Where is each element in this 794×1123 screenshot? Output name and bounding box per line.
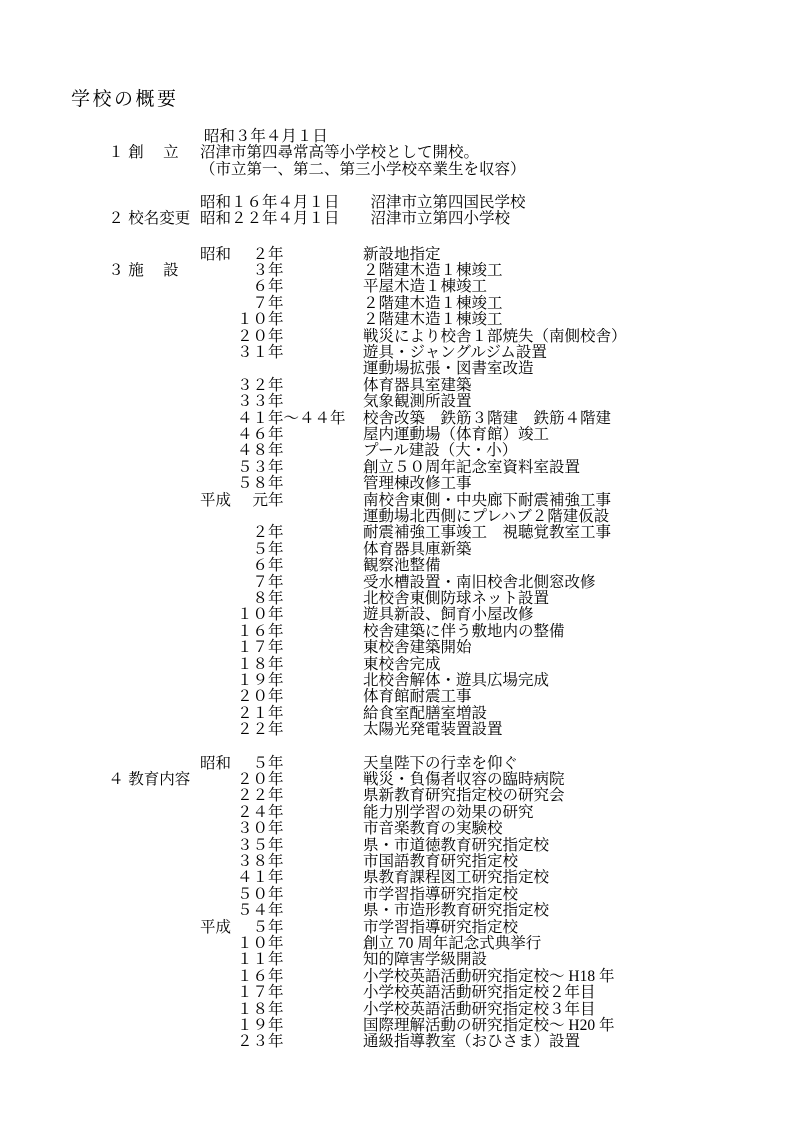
row-desc: 東校舎建築開始 [363, 639, 472, 657]
timeline-row [200, 640, 794, 656]
timeline-row [200, 542, 794, 558]
timeline-row [200, 756, 794, 772]
timeline-row [200, 887, 794, 903]
row-desc: 校舎建築に伴う敷地内の整備 [363, 622, 565, 640]
row-year: ８年 [237, 590, 284, 608]
row-era [200, 443, 237, 459]
timeline-row [200, 772, 794, 788]
row-year: １６年 [237, 967, 284, 985]
section-heading [85, 129, 179, 178]
row-era [200, 263, 237, 279]
timeline-row [200, 722, 794, 738]
row-year: ２２年 [237, 787, 284, 805]
text-line: 昭和２２年４月１日 沼津市立第四小学校 [200, 209, 511, 227]
row-era: 平成 [200, 491, 232, 509]
row-desc: 観察池整備 [363, 557, 441, 575]
row-era [200, 838, 237, 854]
row-desc: 受水槽設置・南旧校舎北側窓改修 [363, 573, 596, 591]
timeline-row [200, 706, 794, 722]
section-body [200, 247, 794, 739]
row-desc: 運動場北西側にプレハブ２階建仮設 [363, 508, 610, 525]
timeline-row [200, 985, 794, 1001]
row-desc: 北校舎解体・遊具広場完成 [363, 672, 550, 690]
timeline-row [200, 969, 794, 985]
section-label: 教育内容 [128, 770, 191, 788]
row-desc: 遊具新設、飼育小屋改修 [363, 606, 534, 624]
row-era [200, 394, 237, 410]
row-desc: 運動場拡張・図書室改造 [363, 360, 534, 378]
row-desc: 体育館耐震工事 [363, 688, 472, 706]
row-era [200, 279, 237, 295]
timeline-row [200, 509, 794, 525]
row-year: １９年 [237, 1017, 284, 1034]
row-year: ７年 [237, 294, 284, 312]
row-year: １６年 [237, 622, 284, 640]
row-era [200, 854, 237, 870]
row-era [200, 312, 237, 328]
row-desc: 市音楽教育の実験校 [363, 820, 503, 838]
row-year: ２０年 [237, 770, 284, 788]
row-year: ５年 [237, 754, 284, 772]
row-era [200, 821, 237, 837]
row-era [200, 722, 237, 738]
row-year: 元年 [237, 491, 284, 509]
row-era [200, 427, 237, 443]
row-desc: 国際理解活動の研究指定校～ H20 年 [363, 1017, 615, 1034]
row-era [200, 345, 237, 361]
row-desc: 体育器具室建築 [363, 376, 472, 394]
row-desc: 遊具・ジャングルジム設置 [363, 343, 547, 361]
row-year: ５年 [237, 918, 284, 936]
row-desc: 管理棟改修工事 [363, 475, 472, 493]
timeline-row [200, 279, 794, 295]
timeline-row [200, 378, 794, 394]
timeline-row [200, 920, 794, 936]
row-era [200, 542, 237, 558]
row-year: ５年 [237, 540, 284, 558]
text-line: 昭和３年４月１日 [200, 128, 328, 145]
timeline-row [200, 952, 794, 968]
row-desc: 戦災により校舎１部焼失（南側校舎） [363, 327, 627, 345]
row-era [200, 788, 237, 804]
row-desc: 知的障害学級開設 [363, 951, 488, 969]
row-era [200, 969, 237, 985]
row-year: ３３年 [237, 393, 284, 411]
row-era [200, 411, 237, 427]
row-era [200, 1018, 237, 1034]
text-line: 昭和１６年４月１日 沼津市立第四国民学校 [200, 193, 526, 211]
row-desc: 県新教育研究指定校の研究会 [363, 787, 565, 805]
timeline-row [200, 821, 794, 837]
row-desc: プール建設（大・小） [363, 442, 518, 460]
row-era [200, 460, 237, 476]
timeline-row [200, 854, 794, 870]
row-era [200, 1002, 237, 1018]
timeline-row [200, 443, 794, 459]
row-desc: 能力別学習の効果の研究 [363, 803, 534, 821]
timeline-row [200, 673, 794, 689]
row-era [200, 591, 237, 607]
row-desc: 耐震補強工事竣工 視聴覚教室工事 [363, 524, 612, 542]
row-year: ２４年 [237, 803, 284, 821]
timeline-row [200, 607, 794, 623]
timeline-row [200, 558, 794, 574]
page-title: 学校の概要 [71, 89, 179, 110]
section-body [200, 756, 794, 1051]
row-era: 昭和 [200, 245, 232, 263]
row-desc: 通級指導教室（おひさま）設置 [363, 1033, 581, 1051]
row-year: ３２年 [237, 376, 284, 394]
section-heading [85, 247, 179, 296]
row-year: ５３年 [237, 458, 284, 476]
section-label: 校名変更 [128, 209, 191, 227]
row-desc: ２階建木造１棟竣工 [363, 261, 503, 279]
timeline-row [200, 525, 794, 541]
timeline-row [200, 657, 794, 673]
row-year: ３０年 [237, 820, 284, 838]
timeline-row [200, 788, 794, 804]
row-year: ２２年 [237, 721, 284, 739]
row-year: １０年 [237, 311, 284, 329]
section-number: １ [108, 144, 124, 162]
row-desc: 市学習指導研究指定校 [363, 885, 519, 903]
row-era [200, 361, 237, 377]
row-desc: 気象観測所設置 [363, 393, 472, 411]
timeline-row [200, 312, 794, 328]
row-year: ４６年 [237, 425, 284, 443]
row-era [200, 657, 237, 673]
row-year: １７年 [237, 639, 284, 657]
row-era [200, 378, 237, 394]
row-desc: 平屋木造１棟竣工 [363, 278, 488, 296]
timeline-row [200, 427, 794, 443]
row-era [200, 640, 237, 656]
text-line: 沼津市第四尋常高等小学校として開校。 [200, 144, 480, 162]
timeline-row [200, 689, 794, 705]
row-year: ２３年 [237, 1033, 284, 1051]
row-desc: 東校舎完成 [363, 655, 441, 673]
row-year: ５４年 [237, 902, 284, 920]
row-year: １０年 [237, 934, 284, 952]
timeline-row [200, 591, 794, 607]
row-desc: 県・市造形教育研究指定校 [363, 902, 550, 920]
row-desc: 市学習指導研究指定校 [363, 918, 519, 936]
row-era [200, 624, 237, 640]
row-year: ２年 [237, 524, 284, 542]
row-era [200, 870, 237, 886]
row-desc: 創立５０周年記念室資料室設置 [363, 458, 581, 476]
row-year: ３１年 [237, 343, 284, 361]
section-body [200, 129, 794, 178]
timeline-row [200, 1002, 794, 1018]
row-year: ６年 [237, 557, 284, 575]
timeline-row [200, 345, 794, 361]
row-year: １１年 [237, 951, 284, 969]
text-line: （市立第一、第二、第三小学校卒業生を収容） [200, 160, 526, 178]
row-era [200, 772, 237, 788]
row-era [200, 706, 237, 722]
row-year: １８年 [237, 1000, 284, 1018]
row-desc: 北校舎東側防球ネット設置 [363, 590, 550, 608]
section-heading [85, 756, 190, 805]
row-desc: 太陽光発電装置設置 [363, 721, 503, 739]
section-number: ２ [108, 209, 124, 227]
row-desc: 創立 70 周年記念式典挙行 [363, 934, 542, 952]
row-desc: 給食室配膳室増設 [363, 704, 488, 722]
timeline-row [200, 838, 794, 854]
row-desc: 屋内運動場（体育館）竣工 [363, 425, 550, 443]
row-year: ６年 [237, 278, 284, 296]
row-desc: 校舎改築 鉄筋３階建 鉄筋４階建 [363, 409, 612, 427]
row-era: 平成 [200, 918, 232, 936]
row-year: ２１年 [237, 704, 284, 722]
row-desc: 小学校英語活動研究指定校～ H18 年 [363, 967, 615, 985]
row-desc: 県教育課程図工研究指定校 [363, 869, 550, 887]
row-era: 昭和 [200, 754, 232, 772]
row-year: １７年 [237, 984, 284, 1002]
row-era [200, 689, 237, 705]
timeline-row [200, 361, 794, 377]
row-era [200, 673, 237, 689]
timeline-row [200, 411, 794, 427]
section-label: 創 立 [128, 144, 179, 162]
row-desc: 小学校英語活動研究指定校２年目 [363, 984, 596, 1002]
row-year [237, 509, 363, 525]
timeline-row [200, 870, 794, 886]
row-desc: ２階建木造１棟竣工 [363, 294, 503, 312]
row-era [200, 952, 237, 968]
section-body [200, 195, 794, 228]
timeline-row [200, 394, 794, 410]
row-era [200, 558, 237, 574]
row-year: ３年 [237, 261, 284, 279]
row-desc: 新設地指定 [363, 245, 441, 263]
timeline-row [200, 903, 794, 919]
row-year: ４１年～４４年 [237, 409, 346, 427]
row-era [200, 607, 237, 623]
row-desc: 体育器具庫新築 [363, 540, 472, 558]
section-number: ４ [108, 770, 124, 788]
timeline-row [200, 624, 794, 640]
row-era [200, 805, 237, 821]
row-year: ４８年 [237, 442, 284, 460]
timeline-row [200, 476, 794, 492]
row-era [200, 575, 237, 591]
row-era [200, 509, 237, 525]
row-desc: 小学校英語活動研究指定校３年目 [363, 1000, 596, 1018]
row-desc: 市国語教育研究指定校 [363, 852, 519, 870]
row-era [200, 525, 237, 541]
row-year: １９年 [237, 672, 284, 690]
row-era [200, 936, 237, 952]
row-desc: 南校舎東側・中央廊下耐震補強工事 [363, 491, 612, 509]
row-era [200, 887, 237, 903]
row-year [237, 361, 363, 377]
row-year: ５８年 [237, 475, 284, 493]
row-year: ２年 [237, 245, 284, 263]
row-year: １８年 [237, 655, 284, 673]
timeline-row [200, 329, 794, 345]
row-year: ３８年 [237, 852, 284, 870]
row-era [200, 903, 237, 919]
row-desc: ２階建木造１棟竣工 [363, 311, 503, 329]
timeline-row [200, 247, 794, 263]
row-era [200, 329, 237, 345]
row-era [200, 985, 237, 1001]
timeline-row [200, 296, 794, 312]
section-number: ３ [108, 261, 124, 279]
timeline-row [200, 263, 794, 279]
row-year: ７年 [237, 573, 284, 591]
row-desc: 戦災・負傷者収容の臨時病院 [363, 770, 565, 788]
section-label: 施 設 [128, 261, 179, 279]
row-year: １０年 [237, 606, 284, 624]
row-year: ４１年 [237, 869, 284, 887]
row-year: ５０年 [237, 885, 284, 903]
row-year: ２０年 [237, 688, 284, 706]
row-era [200, 296, 237, 312]
row-era [200, 1034, 237, 1050]
row-desc: 天皇陛下の行幸を仰ぐ [363, 754, 519, 772]
timeline-row [200, 575, 794, 591]
row-era [200, 476, 237, 492]
timeline-row [200, 805, 794, 821]
row-desc: 県・市道徳教育研究指定校 [363, 836, 550, 854]
timeline-row [200, 460, 794, 476]
row-year: ２０年 [237, 327, 284, 345]
timeline-row [200, 1034, 794, 1050]
timeline-row [200, 936, 794, 952]
timeline-row [200, 1018, 794, 1034]
section-heading [85, 195, 190, 244]
row-year: ３５年 [237, 836, 284, 854]
timeline-row [200, 493, 794, 509]
